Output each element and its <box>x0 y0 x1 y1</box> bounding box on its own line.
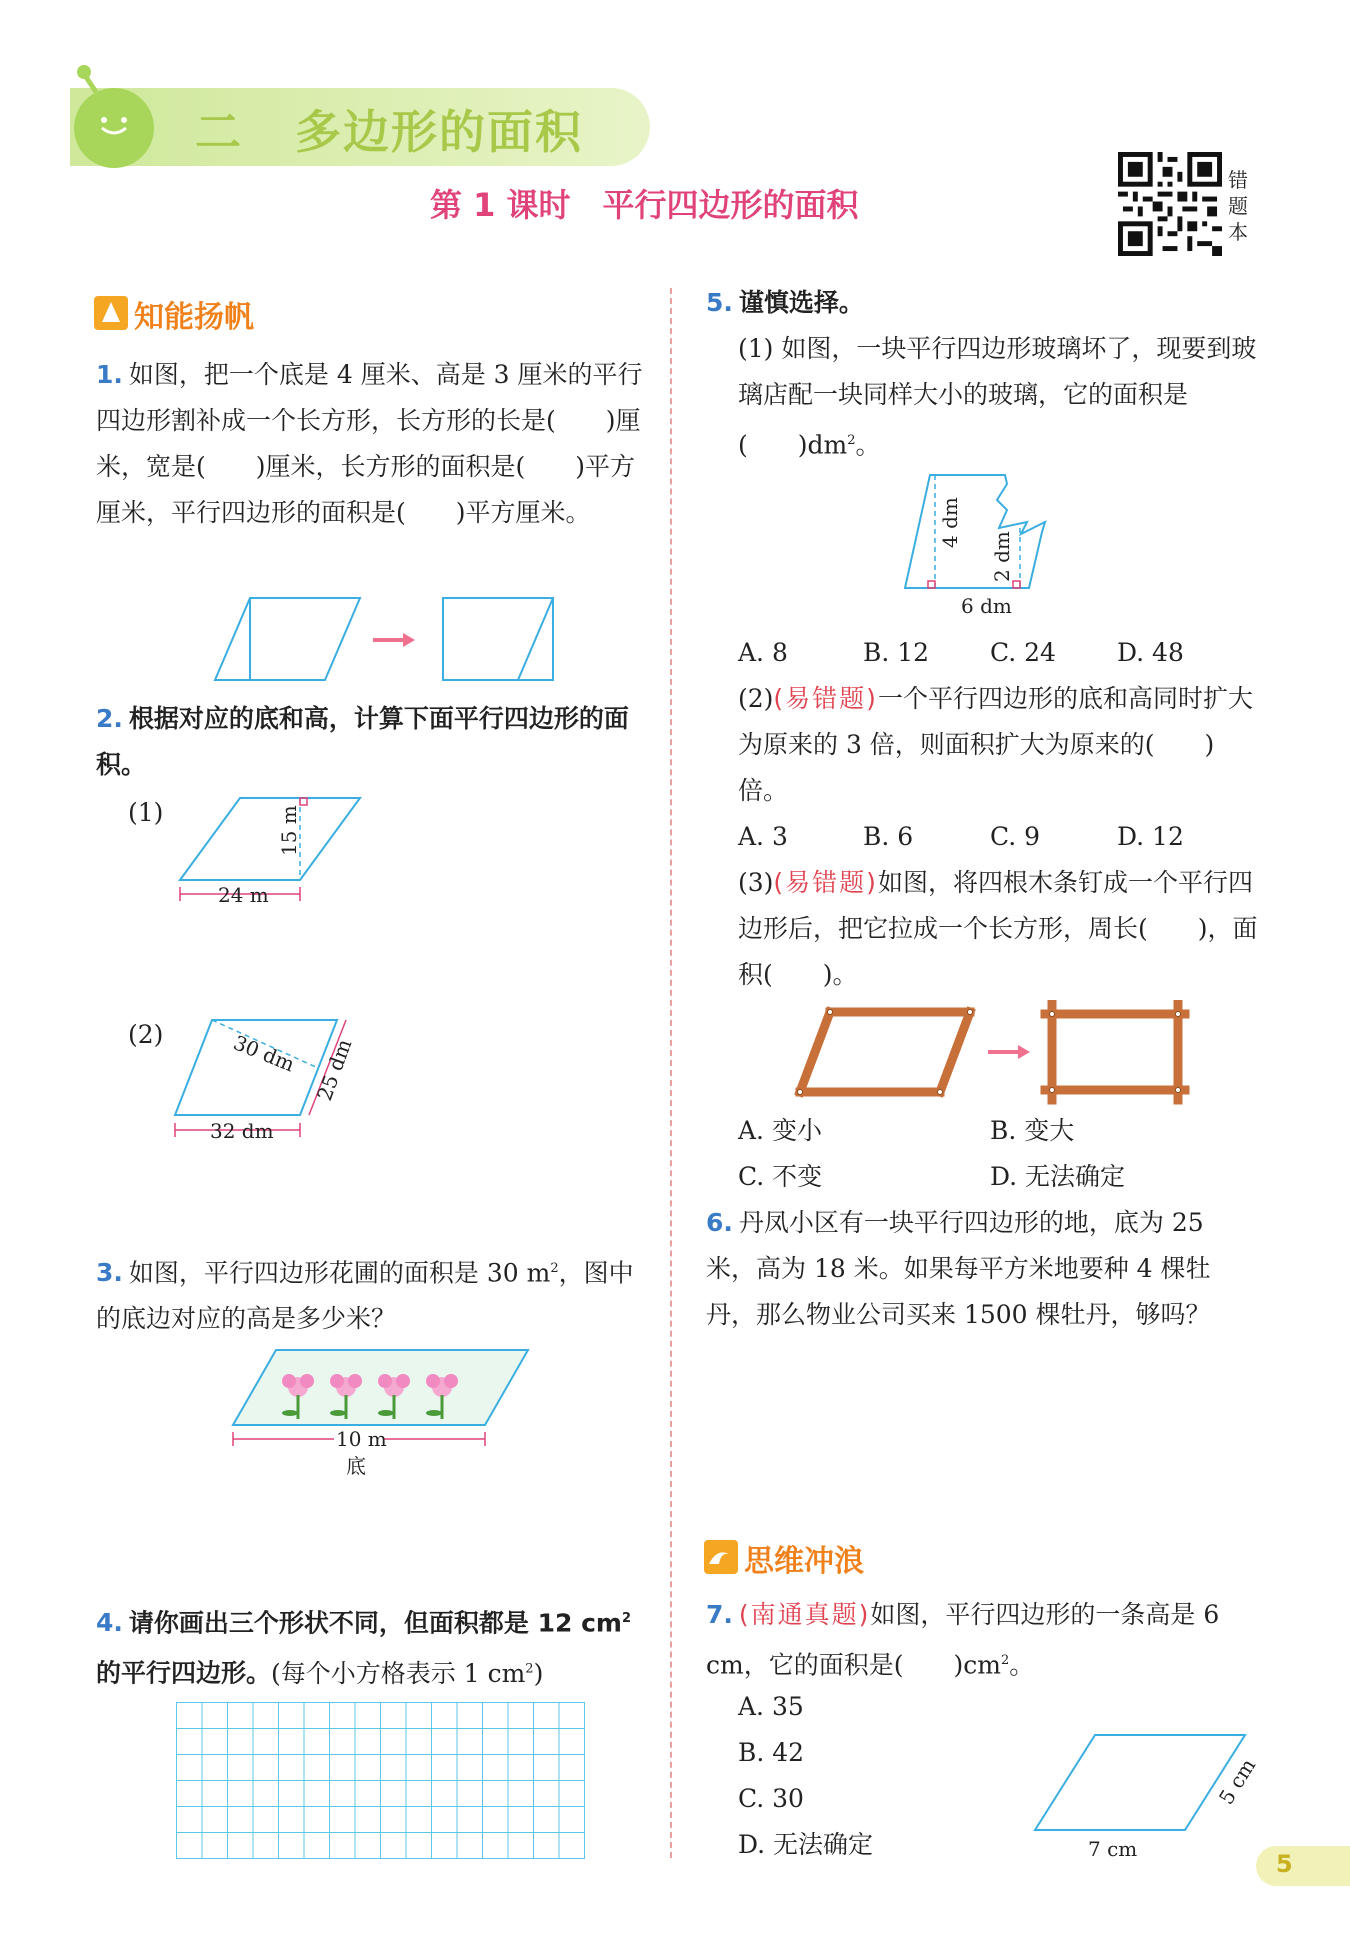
mascot-icon <box>64 60 164 170</box>
q5-wood-frame-figure <box>790 1000 1195 1110</box>
question-4-sup2: 2 <box>525 1661 534 1677</box>
question-3-text-a: 如图，平行四边形花圃的面积是 30 m <box>128 1258 551 1288</box>
question-5-title <box>706 280 864 326</box>
q5-base-6dm: 6 dm <box>961 594 1012 618</box>
q5-s2-option-a[interactable]: A. 3 <box>738 822 788 851</box>
question-7 <box>706 1592 1258 1688</box>
question-7-sup: 2 <box>1000 1653 1010 1668</box>
question-4-number: 4. <box>96 1608 123 1638</box>
question-6-number: 6. <box>706 1208 733 1237</box>
question-3 <box>96 1246 644 1342</box>
q2-height-2a-label: 30 dm <box>230 1030 299 1077</box>
q7-option-b[interactable]: B. 42 <box>738 1738 805 1767</box>
q5-sub1-text-a: (1) 如图，一块平行四边形玻璃坏了，现要到玻璃店配一块同样大小的玻璃，它的面积是( )dm <box>738 334 1257 460</box>
chapter-number: 二 <box>195 105 241 159</box>
page-number-tab <box>1256 1846 1350 1886</box>
section-title-knowledge: 知能扬帆 <box>134 300 254 335</box>
q5-s2-option-c[interactable]: C. 9 <box>990 822 1041 851</box>
q2-figure-2 <box>170 1010 380 1145</box>
q5-sub3-label: (3) <box>738 868 774 897</box>
question-4 <box>96 1596 644 1697</box>
q5-sub1-text-b: 。 <box>855 430 881 460</box>
question-2-number: 2. <box>96 704 123 733</box>
q3-base-word: 底 <box>346 1454 366 1478</box>
q5-sub2-label: (2) <box>738 684 774 713</box>
question-4-text-b: 的平行四边形。 <box>96 1658 272 1688</box>
sail-icon <box>94 296 128 330</box>
question-1 <box>96 352 644 536</box>
question-6 <box>706 1200 1258 1338</box>
question-7-number: 7. <box>706 1600 733 1629</box>
question-2-text: 根据对应的底和高，计算下面平行四边形的面积。 <box>96 704 629 779</box>
lesson-title: 第 1 课时 平行四边形的面积 <box>430 186 859 224</box>
wave-icon <box>704 1540 738 1574</box>
q5-height-4dm: 4 dm <box>938 497 962 548</box>
q7-option-c[interactable]: C. 30 <box>738 1784 804 1813</box>
q3-base-label: 10 m <box>336 1427 387 1451</box>
question-3-text-b: ，图中的底边对应的高是多少米？ <box>96 1258 634 1334</box>
q7-side-label: 5 cm <box>1213 1754 1260 1809</box>
page-number: 5 <box>1276 1850 1293 1878</box>
q5-sub1-sup: 2 <box>847 433 856 448</box>
question-7-text-b: 。 <box>1009 1650 1035 1680</box>
q5-s1-option-d[interactable]: D. 48 <box>1117 638 1184 667</box>
question-5-number: 5. <box>706 288 733 317</box>
question-4-text-a: 请你画出三个形状不同，但面积都是 12 cm <box>128 1608 622 1638</box>
question-3-sup: 2 <box>550 1261 559 1276</box>
q5-sub2 <box>738 676 1258 814</box>
q5-height-2dm: 2 dm <box>990 531 1014 582</box>
q5-sub2-tag: (易错题) <box>773 684 878 713</box>
question-7-text-a: 如图，平行四边形的一条高是 6 cm，它的面积是( )cm <box>706 1600 1220 1680</box>
question-4-sup1: 2 <box>621 1611 632 1626</box>
q5-s2-option-b[interactable]: B. 6 <box>863 822 914 851</box>
q2-figure-1 <box>170 790 370 910</box>
q5-s2-option-d[interactable]: D. 12 <box>1117 822 1184 851</box>
q5-s1-option-a[interactable]: A. 8 <box>738 638 788 667</box>
q3-figure <box>228 1345 538 1480</box>
question-7-tag: (南通真题) <box>738 1600 871 1629</box>
q7-option-d[interactable]: D. 无法确定 <box>738 1830 874 1859</box>
q5-s1-option-c[interactable]: C. 24 <box>990 638 1056 667</box>
question-3-number: 3. <box>96 1258 123 1288</box>
drawing-grid[interactable] <box>176 1702 585 1859</box>
question-1-text: 如图，把一个底是 4 厘米、高是 3 厘米的平行四边形割补成一个长方形，长方形的长是( )厘米，宽是( )厘米，长方形的面积是( )平方厘米，平行四边形的面积是( )平方厘米。 <box>96 360 643 527</box>
qr-label-1: 错 <box>1228 168 1248 192</box>
q1-figure <box>205 590 570 686</box>
question-2 <box>96 696 644 788</box>
q7-option-a[interactable]: A. 35 <box>738 1692 804 1721</box>
section-title-thinking: 思维冲浪 <box>744 1544 864 1579</box>
q7-base-label: 7 cm <box>1088 1837 1138 1860</box>
q2-height-1-label: 15 m <box>277 805 301 856</box>
qr-label-3: 本 <box>1228 220 1248 244</box>
qr-code-icon[interactable] <box>1118 152 1222 256</box>
q2-base-1-label: 24 m <box>218 883 269 907</box>
qr-label-2: 题 <box>1228 194 1248 218</box>
q5-broken-glass-figure <box>895 470 1095 620</box>
q5-s3-option-b[interactable]: B. 变大 <box>990 1116 1075 1145</box>
q5-sub3 <box>738 860 1258 998</box>
q2-part1-label: (1) <box>128 798 164 827</box>
question-5-title-text: 谨慎选择。 <box>738 288 864 317</box>
q5-s3-option-d[interactable]: D. 无法确定 <box>990 1162 1126 1191</box>
question-1-number: 1. <box>96 360 123 389</box>
q2-part2-label: (2) <box>128 1020 164 1049</box>
question-4-note-b: ) <box>533 1658 544 1688</box>
column-divider <box>670 288 672 1858</box>
q5-sub3-tag: (易错题) <box>773 868 878 897</box>
question-4-note-a: (每个小方格表示 1 cm <box>271 1658 526 1688</box>
q5-sub1 <box>738 326 1258 468</box>
q2-height-2b-label: 25 dm <box>312 1035 357 1104</box>
q5-s3-option-a[interactable]: A. 变小 <box>738 1116 822 1145</box>
q5-sub3-text: 如图，将四根木条钉成一个平行四边形后，把它拉成一个长方形，周长( )，面积( )。 <box>738 868 1258 989</box>
question-6-text: 丹凤小区有一块平行四边形的地，底为 25 米，高为 18 米。如果每平方米地要种 4 棵牡丹，那么物业公司买来 1500 棵牡丹，够吗？ <box>706 1208 1211 1329</box>
chapter-title: 多边形的面积 <box>295 105 583 159</box>
q5-s1-option-b[interactable]: B. 12 <box>863 638 930 667</box>
q5-sub2-text: 一个平行四边形的底和高同时扩大为原来的 3 倍，则面积扩大为原来的( )倍。 <box>738 684 1253 805</box>
q7-parallelogram-figure <box>1030 1730 1260 1860</box>
q5-s3-option-c[interactable]: C. 不变 <box>738 1162 823 1191</box>
q2-base-2-label: 32 dm <box>210 1119 274 1143</box>
